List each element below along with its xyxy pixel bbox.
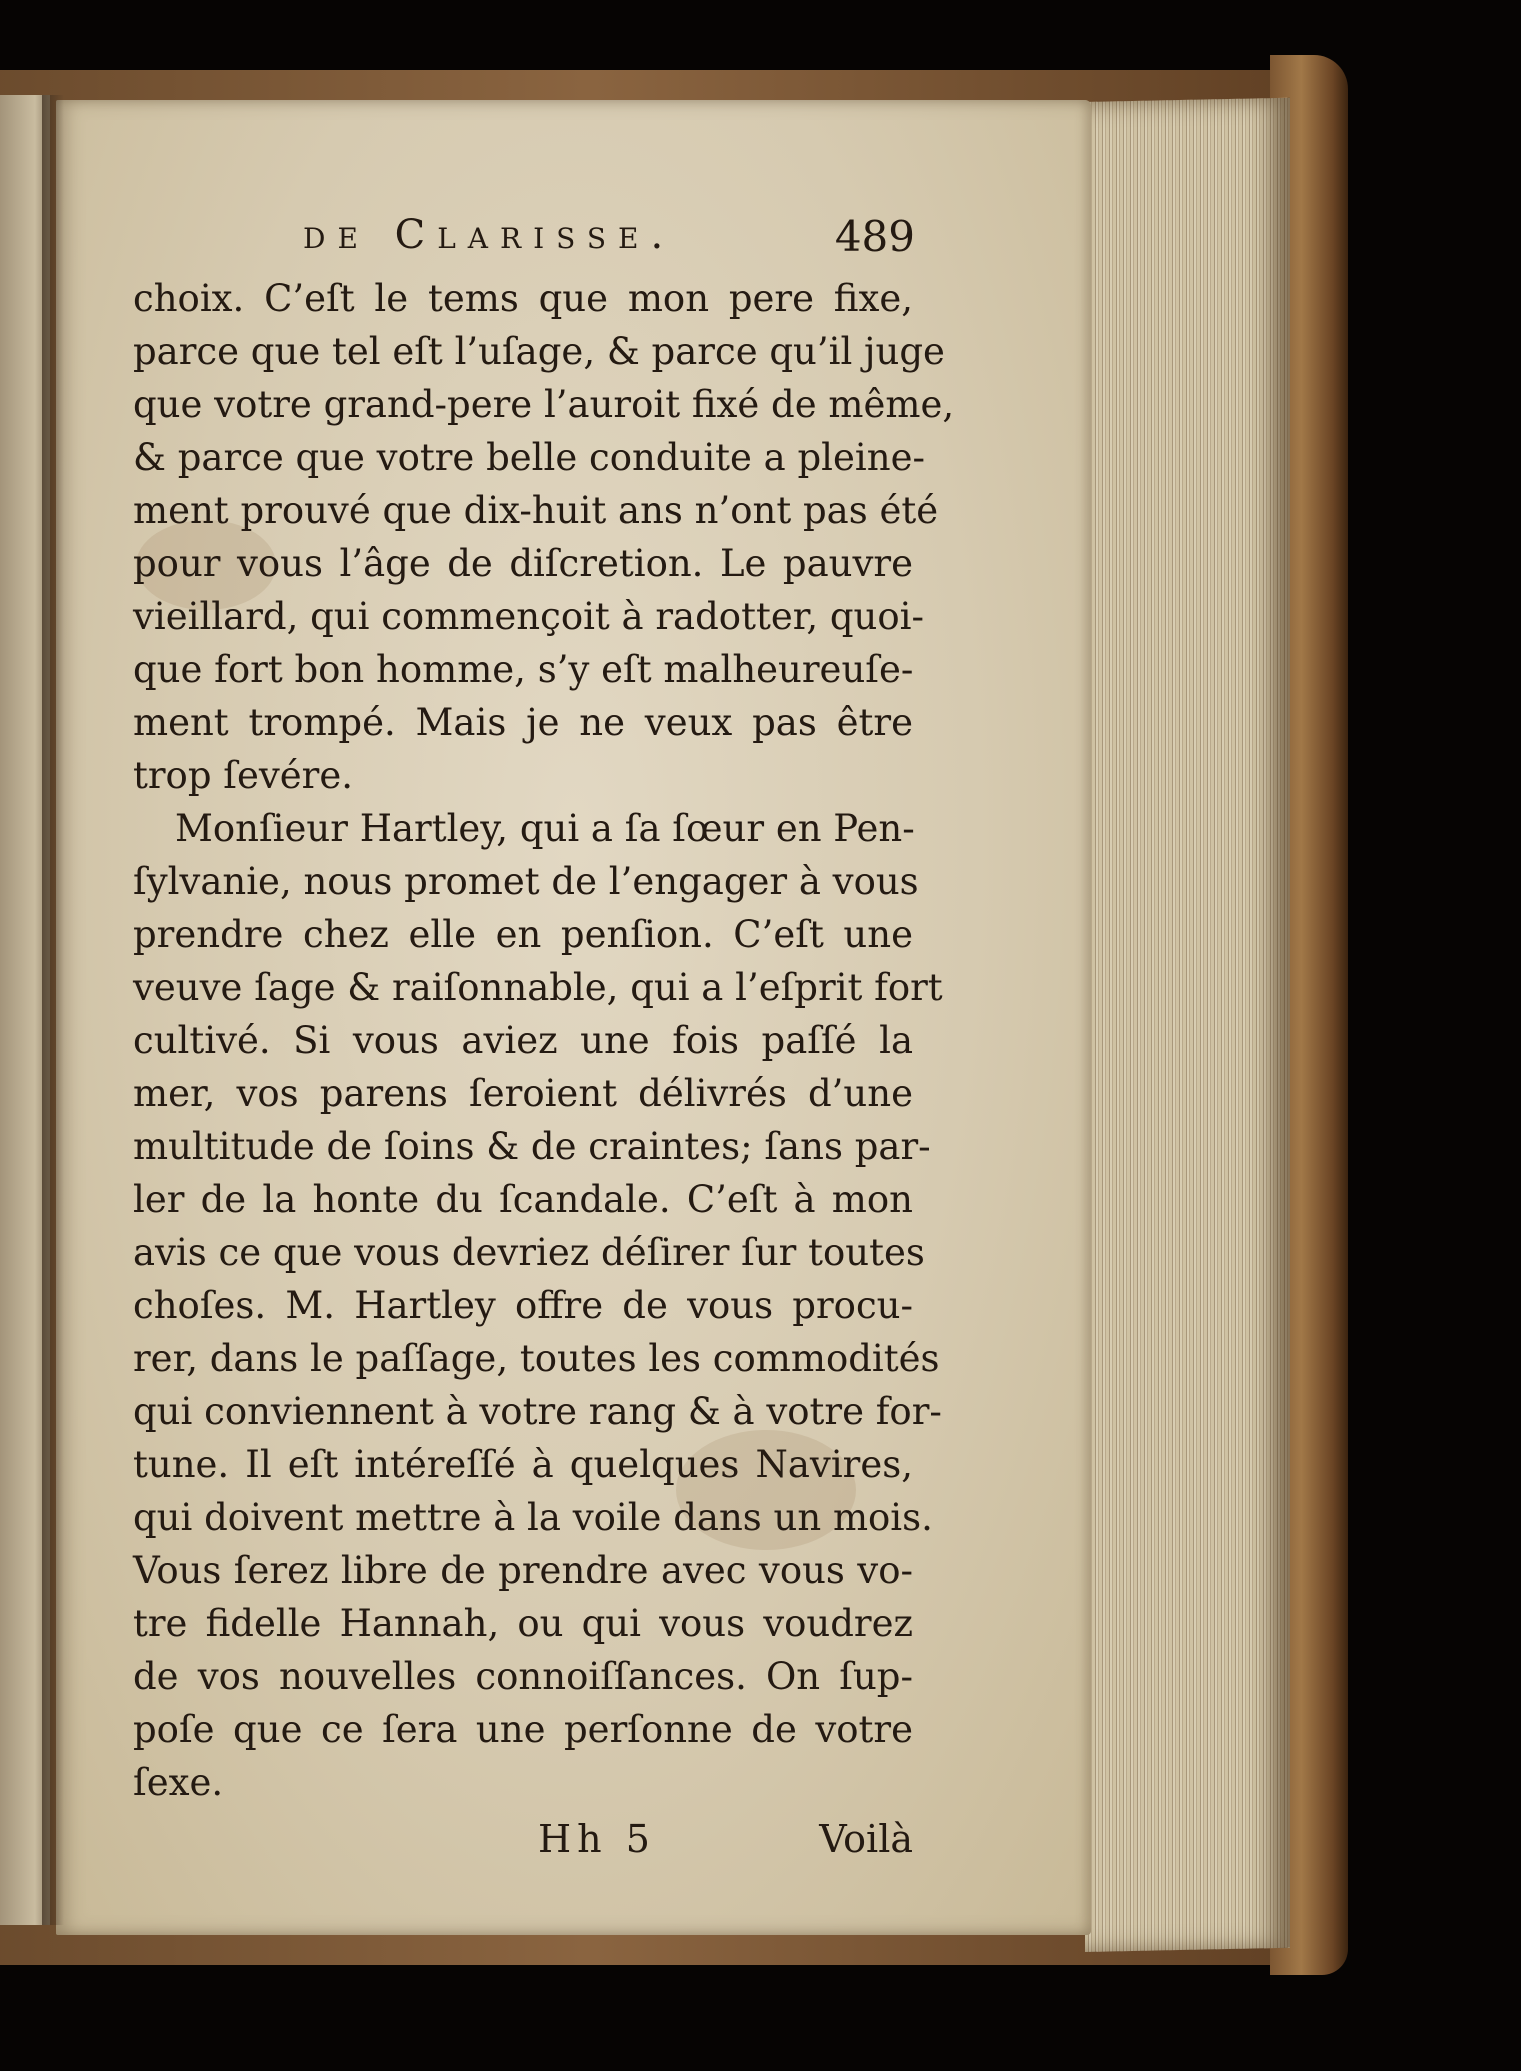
- text-line: [133, 537, 913, 590]
- text-line: [133, 431, 925, 484]
- text-line-content: ſexe.: [133, 1761, 224, 1804]
- text-line-content: Vous ſerez libre de prendre avec vous vo-: [133, 1549, 913, 1592]
- text-line-content: que votre grand-pere l’auroit fixé de même,: [133, 383, 955, 426]
- text-line-content: cultivé. Si vous aviez une fois paſſé la: [133, 1019, 913, 1062]
- text-line-content: Monſieur Hartley, qui a ſa ſœur en Pen-: [175, 807, 915, 850]
- text-line-content: qui doivent mettre à la voile dans un mois.: [133, 1496, 933, 1539]
- text-line-content: qui conviennent à votre rang & à votre for-: [133, 1390, 942, 1433]
- text-line: [133, 1650, 913, 1703]
- text-line-content: tune. Il eſt intéreſſé à quelques Navires,: [133, 1443, 913, 1486]
- text-line-content: ler de la honte du ſcandale. C’eſt à mon: [133, 1178, 913, 1221]
- text-line-content: avis ce que vous devriez déſirer ſur toutes: [133, 1231, 925, 1274]
- text-line-content: tre fidelle Hannah, ou qui vous voudrez: [133, 1602, 913, 1645]
- text-line-content: prendre chez elle en penſion. C’eſt une: [133, 913, 913, 956]
- text-line-content: rer, dans le paſſage, toutes les commodités: [133, 1337, 940, 1380]
- text-line: [133, 855, 919, 908]
- text-line-content: choſes. M. Hartley offre de vous procu-: [133, 1284, 913, 1327]
- text-line: [133, 749, 913, 802]
- text-line: [133, 961, 943, 1014]
- text-line-content: mer, vos parens ſeroient délivrés d’une: [133, 1072, 913, 1115]
- page-footer: [133, 1817, 913, 1877]
- text-line: [133, 1226, 925, 1279]
- text-line: [133, 908, 913, 961]
- gutter-shadow: [42, 95, 64, 1925]
- running-head: [133, 212, 913, 272]
- page-number: 489: [834, 212, 915, 261]
- text-line-content: vieillard, qui commençoit à radotter, quoi-: [133, 595, 924, 638]
- running-head-title: de Clarisse.: [303, 212, 676, 258]
- text-line-content: multitude de ſoins & de craintes; ſans par-: [133, 1125, 931, 1168]
- text-line: [133, 1279, 913, 1332]
- text-line: [133, 802, 913, 855]
- text-line-content: pour vous l’âge de diſcretion. Le pauvre: [133, 542, 913, 585]
- text-line: [133, 643, 913, 696]
- text-line-content: ment prouvé que dix-huit ans n’ont pas été: [133, 489, 939, 532]
- text-line-content: ſylvanie, nous promet de l’engager à vous: [133, 860, 919, 903]
- text-line-content: de vos nouvelles connoiſſances. On ſup-: [133, 1655, 913, 1698]
- text-line: [133, 484, 939, 537]
- text-line: [133, 378, 955, 431]
- text-line: [133, 1756, 913, 1809]
- catchword: Voilà: [819, 1817, 913, 1861]
- text-line: [133, 325, 945, 378]
- text-line-content: que fort bon homme, s’y eſt malheureuſe-: [133, 648, 914, 691]
- text-line-content: choix. C’eſt le tems que mon pere fixe,: [133, 277, 913, 320]
- text-line: [133, 1067, 913, 1120]
- text-line: [133, 590, 924, 643]
- text-line-content: poſe que ce ſera une perſonne de votre: [133, 1708, 913, 1751]
- text-line-content: trop ſevére.: [133, 754, 354, 797]
- text-line: [133, 1332, 940, 1385]
- text-line: [133, 1014, 913, 1067]
- text-line: [133, 272, 913, 325]
- body-text: [133, 272, 955, 1809]
- text-line-content: & parce que votre belle conduite a pleine-: [133, 436, 925, 479]
- text-line: [133, 1491, 933, 1544]
- text-line: [133, 1438, 913, 1491]
- signature-mark: Hh 5: [538, 1817, 656, 1861]
- page-fore-edge: [1085, 98, 1290, 1952]
- text-line: [133, 1703, 913, 1756]
- text-line: [133, 1597, 913, 1650]
- text-line: [133, 1120, 931, 1173]
- text-block: [133, 212, 955, 1877]
- text-line: [133, 1385, 942, 1438]
- text-line: [133, 696, 913, 749]
- text-line: [133, 1173, 913, 1226]
- text-line-content: parce que tel eſt l’uſage, & parce qu’il juge: [133, 330, 945, 373]
- text-line-content: veuve ſage & raiſonnable, qui a l’eſprit fort: [133, 966, 943, 1009]
- text-line-content: ment trompé. Mais je ne veux pas être: [133, 701, 913, 744]
- text-line: [133, 1544, 913, 1597]
